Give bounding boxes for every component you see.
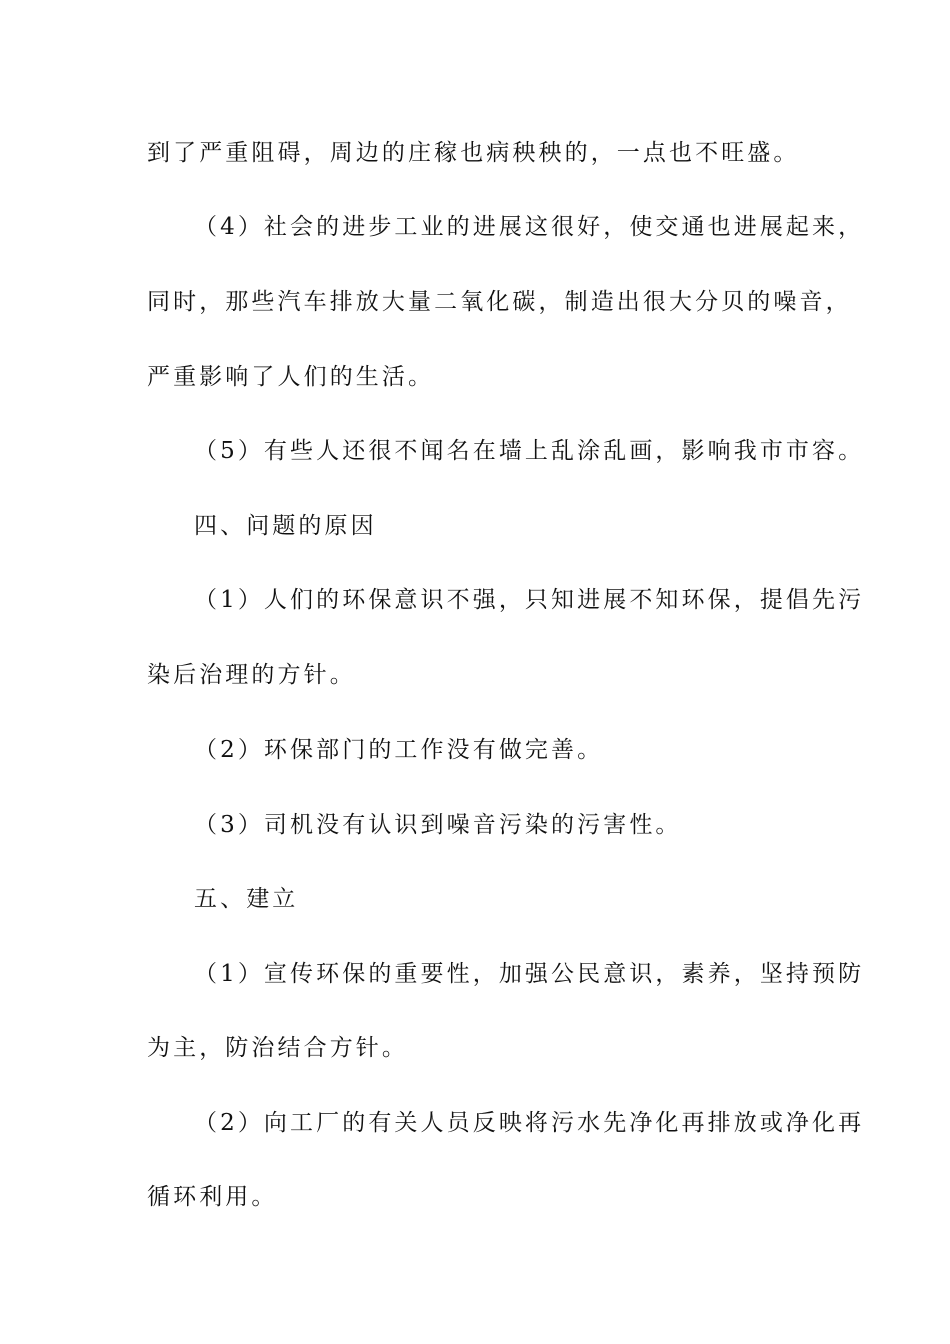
paragraph-line: 染后治理的方针。 [147,662,356,688]
list-item-line: （3）司机没有认识到噪音污染的污害性。 [194,812,682,838]
list-item-line: （5）有些人还很不闻名在墙上乱涂乱画，影响我市市容。 [194,438,865,464]
list-item-line: （1）宣传环保的重要性，加强公民意识，素养，坚持预防 [194,961,865,987]
list-item-line: （2）向工厂的有关人员反映将污水先净化再排放或净化再 [194,1110,865,1136]
section-heading: 四、问题的原因 [194,513,377,539]
paragraph-line: 同时，那些汽车排放大量二氧化碳，制造出很大分贝的噪音， [147,289,852,315]
paragraph-line: 严重影响了人们的生活。 [147,364,435,390]
section-heading: 五、建立 [194,886,299,912]
paragraph-line: 为主，防治结合方针。 [147,1035,408,1061]
list-item-line: （1）人们的环保意识不强，只知进展不知环保，提倡先污 [194,587,865,613]
paragraph-line: 到了严重阻碍，周边的庄稼也病秧秧的，一点也不旺盛。 [147,140,800,166]
paragraph-line: 循环利用。 [147,1184,278,1210]
list-item-line: （2）环保部门的工作没有做完善。 [194,737,604,763]
list-item-line: （4）社会的进步工业的进展这很好，使交通也进展起来， [194,214,865,240]
